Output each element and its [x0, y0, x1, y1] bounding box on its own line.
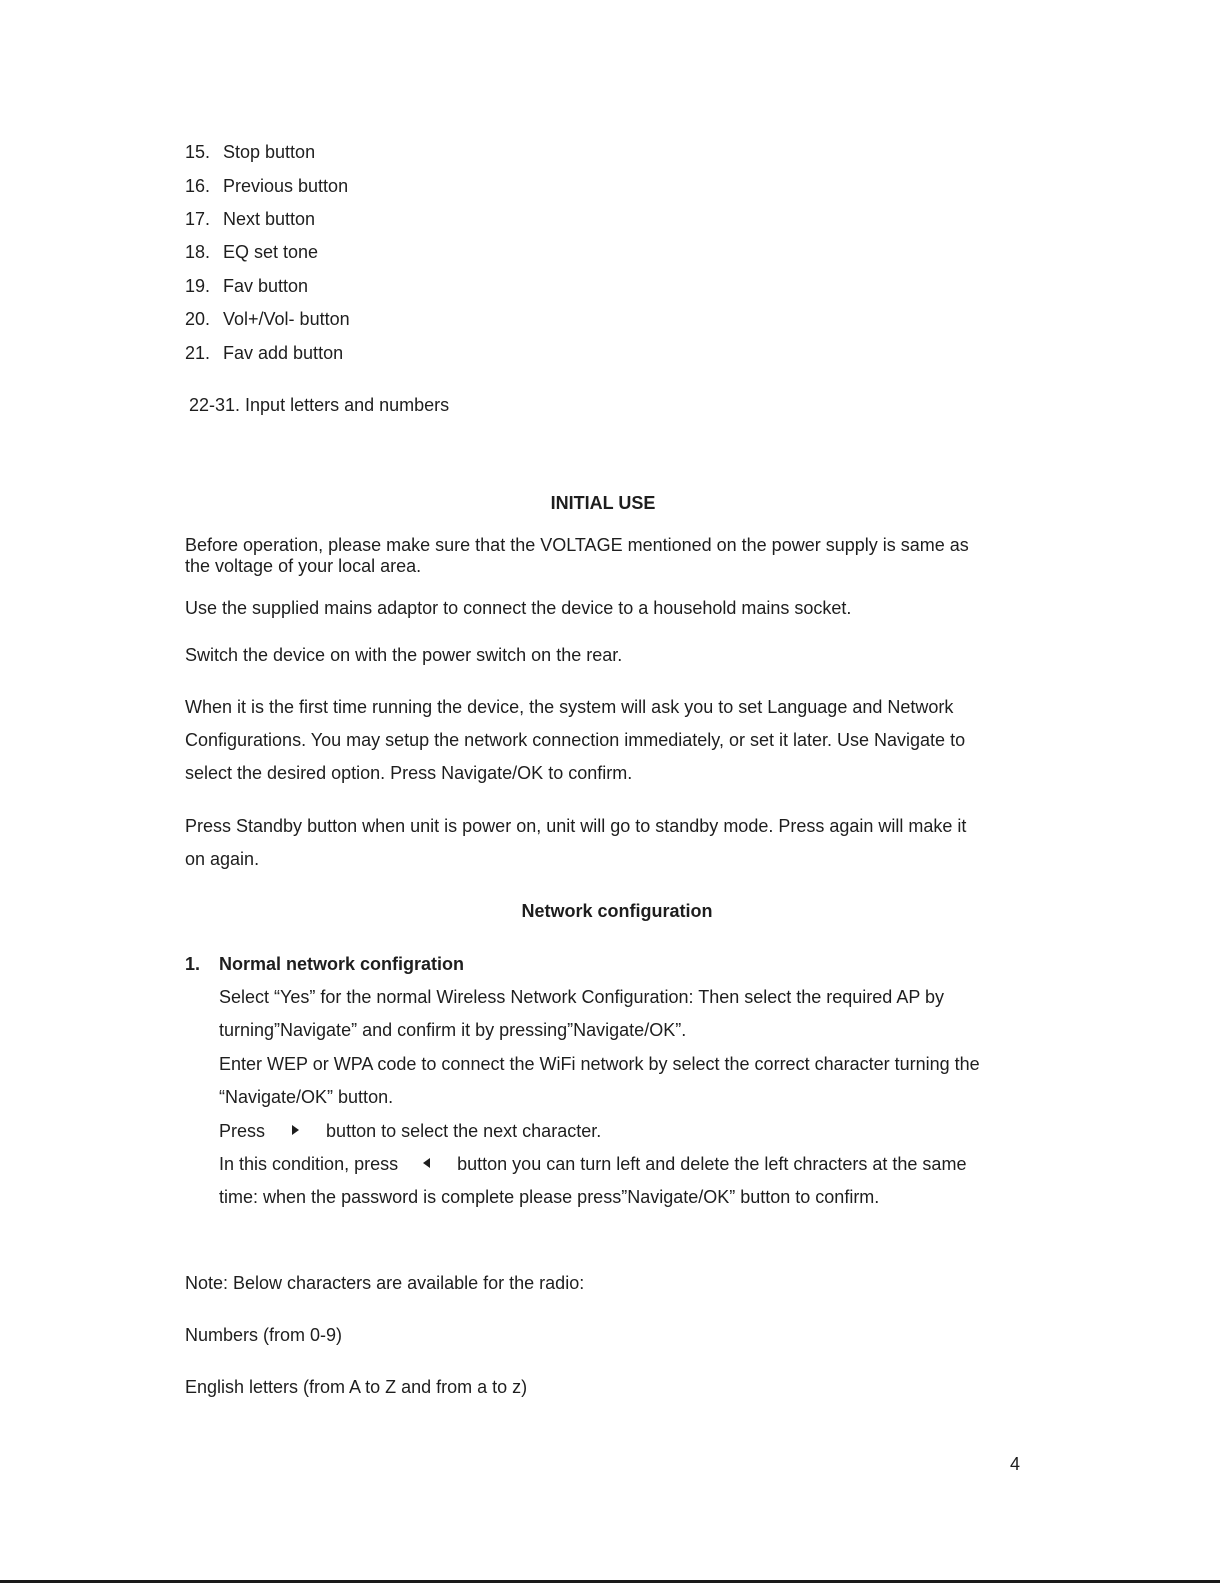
list-item — [185, 344, 343, 362]
list-item-number: 18. — [185, 242, 211, 262]
initial-use-heading: INITIAL USE — [550, 493, 656, 513]
list-item-label: EQ set tone — [223, 242, 319, 262]
letters-text: English letters (from A to Z and from a to z) — [185, 1377, 528, 1397]
list-item — [185, 243, 318, 261]
adaptor-text: Use the supplied mains adaptor to connect the device to a household mains socket. — [185, 598, 852, 618]
list-item-number: 15. — [185, 142, 211, 162]
standby-text-line2: on again. — [185, 849, 260, 869]
triangle-left-icon — [423, 1158, 430, 1168]
first-time-text-line2: Configurations. You may setup the network connection immediately, or set it later. Use Navigate to — [185, 730, 966, 750]
network-item-title: Normal network configration — [219, 954, 465, 974]
list-item — [185, 143, 315, 161]
triangle-right-icon — [292, 1125, 299, 1135]
condition-suffix: button you can turn left and delete the left chracters at the same — [457, 1154, 967, 1174]
list-item — [185, 310, 350, 328]
list-item-label: Previous button — [223, 176, 349, 196]
list-item — [185, 210, 315, 228]
list-item-number: 19. — [185, 276, 211, 296]
input-range-text: 22-31. Input letters and numbers — [189, 395, 450, 415]
list-item-label: Vol+/Vol- button — [223, 309, 350, 329]
page-number: 4 — [1010, 1454, 1021, 1474]
list-item-label: Fav add button — [223, 343, 344, 363]
network-text-line4: “Navigate/OK” button. — [219, 1087, 394, 1107]
press-next-line — [219, 1122, 601, 1140]
network-item-number: 1. — [185, 954, 201, 974]
list-item-number: 17. — [185, 209, 211, 229]
network-text-line7: time: when the password is complete please press”Navigate/OK” button to confirm. — [219, 1187, 880, 1207]
list-item-number: 20. — [185, 309, 211, 329]
list-item — [185, 277, 308, 295]
press-suffix: button to select the next character. — [326, 1121, 602, 1141]
condition-prefix: In this condition, press — [219, 1154, 399, 1174]
network-text-line2: turning”Navigate” and confirm it by pressing”Navigate/OK”. — [219, 1020, 687, 1040]
list-item-number: 16. — [185, 176, 211, 196]
list-item-label: Next button — [223, 209, 316, 229]
list-item — [185, 177, 348, 195]
voltage-text-line2: the voltage of your local area. — [185, 556, 422, 576]
switch-text: Switch the device on with the power switch on the rear. — [185, 645, 623, 665]
note-text: Note: Below characters are available for the radio: — [185, 1273, 585, 1293]
voltage-text-line1: Before operation, please make sure that the VOLTAGE mentioned on the power supply is same as — [185, 535, 969, 555]
list-item-label: Fav button — [223, 276, 309, 296]
condition-line — [219, 1155, 966, 1173]
network-text-line1: Select “Yes” for the normal Wireless Network Configuration: Then select the required AP by — [219, 987, 945, 1007]
network-text-line3: Enter WEP or WPA code to connect the WiFi network by select the correct character turning the — [219, 1054, 980, 1074]
numbers-text: Numbers (from 0-9) — [185, 1325, 343, 1345]
list-item-label: Stop button — [223, 142, 316, 162]
list-item-number: 21. — [185, 343, 211, 363]
first-time-text-line1: When it is the first time running the device, the system will ask you to set Language and Network — [185, 697, 954, 717]
network-config-heading: Network configuration — [521, 901, 713, 921]
first-time-text-line3: select the desired option. Press Navigate/OK to confirm. — [185, 763, 633, 783]
press-prefix: Press — [219, 1121, 266, 1141]
standby-text-line1: Press Standby button when unit is power on, unit will go to standby mode. Press again will make it — [185, 816, 967, 836]
network-item-heading — [185, 955, 464, 973]
